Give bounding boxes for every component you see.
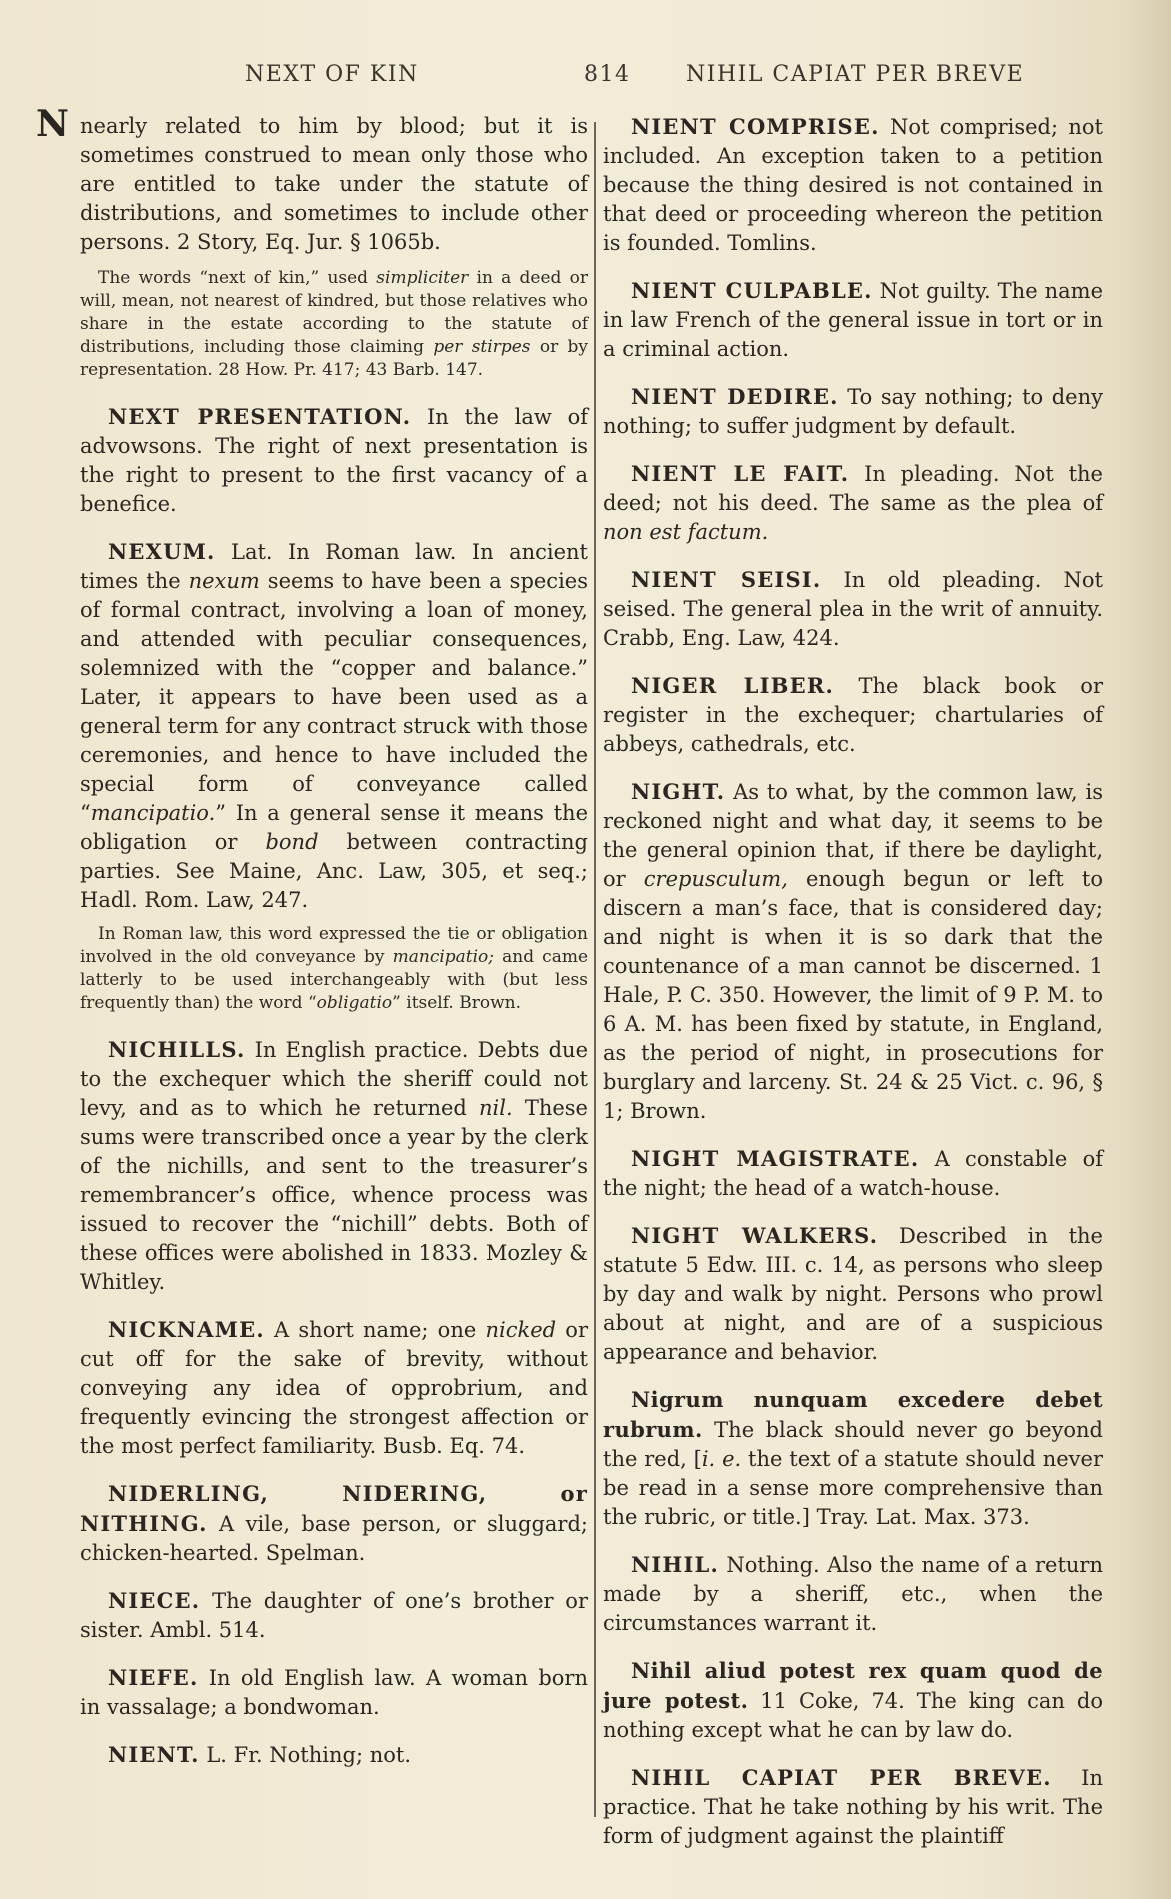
entry-niger-liber: NIGER LIBER. The black book or register in the exchequer; chartularies of abbeys, cathedrals, etc.: [603, 673, 1103, 756]
headword: NIGHT MAGISTRATE.: [631, 1146, 920, 1171]
headword: NIENT SEISI.: [631, 567, 822, 592]
headword: NIHIL.: [631, 1552, 719, 1577]
headword: NIHIL CAPIAT PER BREVE.: [631, 1765, 1052, 1790]
entry-nient-le-fait: NIENT LE FAIT. In pleading. Not the deed; not his deed. The same as the plea of non est factum.: [603, 461, 1103, 544]
entry-nihil-aliud-maxim: Nihil aliud potest rex quam quod de jure potest. 11 Coke, 74. The king can do nothing except what he can by law do.: [603, 1658, 1103, 1742]
entry-night-magistrate: NIGHT MAGISTRATE. A constable of the night; the head of a watch-house.: [603, 1146, 1103, 1200]
entry-night-walkers: NIGHT WALKERS. Described in the statute 5 Edw. III. c. 14, as persons who sleep by day and walk by night. Persons who prowl about at night, and are of a suspicious appearance and behavior.: [603, 1223, 1103, 1364]
column-divider: [594, 122, 596, 1817]
headword: NICKNAME.: [108, 1317, 265, 1342]
headword: NIENT LE FAIT.: [631, 461, 850, 486]
headword: NIDERLING, NIDERING, or NITHING.: [80, 1481, 588, 1536]
entry-nient-seisi: NIENT SEISI. In old pleading. Not seised. The general plea in the writ of annuity. Crabb, Eng. Law, 424.: [603, 567, 1103, 650]
headword: NICHILLS.: [108, 1037, 246, 1062]
header-right-guideword: NIHIL CAPIAT PER BREVE: [686, 62, 1025, 87]
maxim-headword: Nihil aliud potest rex quam quod de jure potest.: [603, 1658, 1103, 1713]
page-number: 814: [584, 62, 631, 87]
header-left-guideword: NEXT OF KIN: [245, 62, 419, 87]
entry-nigrum-maxim: Nigrum nunquam excedere debet rubrum. The black should never go beyond the red, [i. e. the text of a statute should never be read in a sense more comprehensive than the rubric, or title.] Tray. Lat. Max. 373.: [603, 1387, 1103, 1529]
left-column: [80, 112, 588, 1788]
entry-niefe: NIEFE. In old English law. A woman born in vassalage; a bondwoman.: [80, 1665, 588, 1719]
entry-next-presentation: NEXT PRESENTATION. In the law of advowsons. The right of next presentation is the right to present to the first vacancy of a benefice.: [80, 404, 588, 516]
entry-niece: NIECE. The daughter of one’s brother or sister. Ambl. 514.: [80, 1588, 588, 1642]
headword: NIENT COMPRISE.: [631, 114, 880, 139]
headword: NIENT.: [108, 1742, 200, 1767]
headword: NIGHT.: [631, 779, 726, 804]
maxim-headword: Nigrum nunquam excedere debet rubrum.: [603, 1387, 1103, 1442]
headword: NIEFE.: [108, 1665, 199, 1690]
headword: NEXT PRESENTATION.: [108, 404, 412, 429]
entry-nient-comprise: NIENT COMPRISE. Not comprised; not included. An exception taken to a petition because the thing desired is not contained in that deed or proceeding whereon the petition is founded. Tomlins.: [603, 114, 1103, 255]
entry-nihil-capiat: NIHIL CAPIAT PER BREVE. In practice. That he take nothing by his writ. The form of judgment against the plaintiff: [603, 1765, 1103, 1848]
headword: NIGER LIBER.: [631, 673, 834, 698]
running-header: [0, 62, 1171, 92]
entry-nickname: NICKNAME. A short name; one nicked or cut off for the sake of brevity, without conveying any idea of opprobrium, and frequently evincing the strongest affection or the most perfect familiarity. Busb. Eq. 74.: [80, 1317, 588, 1458]
entry-nient: NIENT. L. Fr. Nothing; not.: [108, 1742, 411, 1767]
headword: NEXUM.: [108, 539, 216, 564]
entry-note: In Roman law, this word expressed the tie or obligation involved in the old conveyance by mancipatio; and came latterly to be used interchangeably with (but less frequently than) the word “obligatio” itself. Brown.: [80, 924, 589, 1013]
entry-nihil: NIHIL. Nothing. Also the name of a return made by a sheriff, etc., when the circumstances warrant it.: [603, 1552, 1103, 1635]
entry-night: NIGHT. As to what, by the common law, is reckoned night and what day, it seems to be the general opinion that, if there be daylight, or crepusculum, enough begun or left to discern a man’s face, that is considered day; and night is when it is so dark that the countenance of a man cannot be discerned. 1 Hale, P. C. 350. However, the limit of 9 P. M. to 6 A. M. has been fixed by statute, in England, as the period of night, in prosecutions for burglary and larceny. St. 24 & 25 Vict. c. 96, § 1; Brown.: [603, 779, 1103, 1123]
right-column: [603, 112, 1103, 1869]
entry-nichills: NICHILLS. In English practice. Debts due to the exchequer which the sheriff could not levy, and as to which he returned nil. These sums were transcribed once a year by the clerk of the nichills, and sent to the treasurer’s remembrancer’s office, whence process was issued to recover the “nichill” debts. Both of these offices were abolished in 1833. Mozley & Whitley.: [80, 1037, 588, 1294]
entry-nexum: NEXUM. Lat. In Roman law. In ancient times the nexum seems to have been a species of formal contract, involving a loan of money, and attended with peculiar consequences, solemnized with the “copper and balance.” Later, it appears to have been used as a general term for any contract struck with those ceremonies, and hence to have included the special form of conveyance called “mancipatio.” In a general sense it means the obligation or bond between contracting parties. See Maine, Anc. Law, 305, et seq.; Hadl. Rom. Law, 247.: [80, 539, 588, 912]
entry-note: The words “next of kin,” used simpliciter in a deed or will, mean, not nearest of kindred, but those relatives who share in the estate according to the statute of distributions, including those claiming per stirpes or by representation. 28 How. Pr. 417; 43 Barb. 147.: [80, 268, 589, 380]
entry-continuation: nearly related to him by blood; but it is sometimes construed to mean only those who are entitled to take under the statute of distributions, and sometimes to include other persons. 2 Story, Eq. Jur. § 1065b.: [80, 114, 588, 254]
headword: NIECE.: [108, 1588, 201, 1613]
entry-nient-culpable: NIENT CULPABLE. Not guilty. The name in law French of the general issue in tort or in a criminal action.: [603, 278, 1104, 361]
headword: NIENT CULPABLE.: [631, 278, 873, 303]
headword: NIGHT WALKERS.: [631, 1223, 879, 1248]
thumb-index-letter: N: [36, 103, 69, 145]
entry-nient-dedire: NIENT DEDIRE. To say nothing; to deny nothing; to suffer judgment by default.: [603, 384, 1103, 438]
headword: NIENT DEDIRE.: [631, 384, 839, 409]
entry-niderling: NIDERLING, NIDERING, or NITHING. A vile, base person, or sluggard; chicken-hearted. Spelman.: [80, 1481, 588, 1565]
